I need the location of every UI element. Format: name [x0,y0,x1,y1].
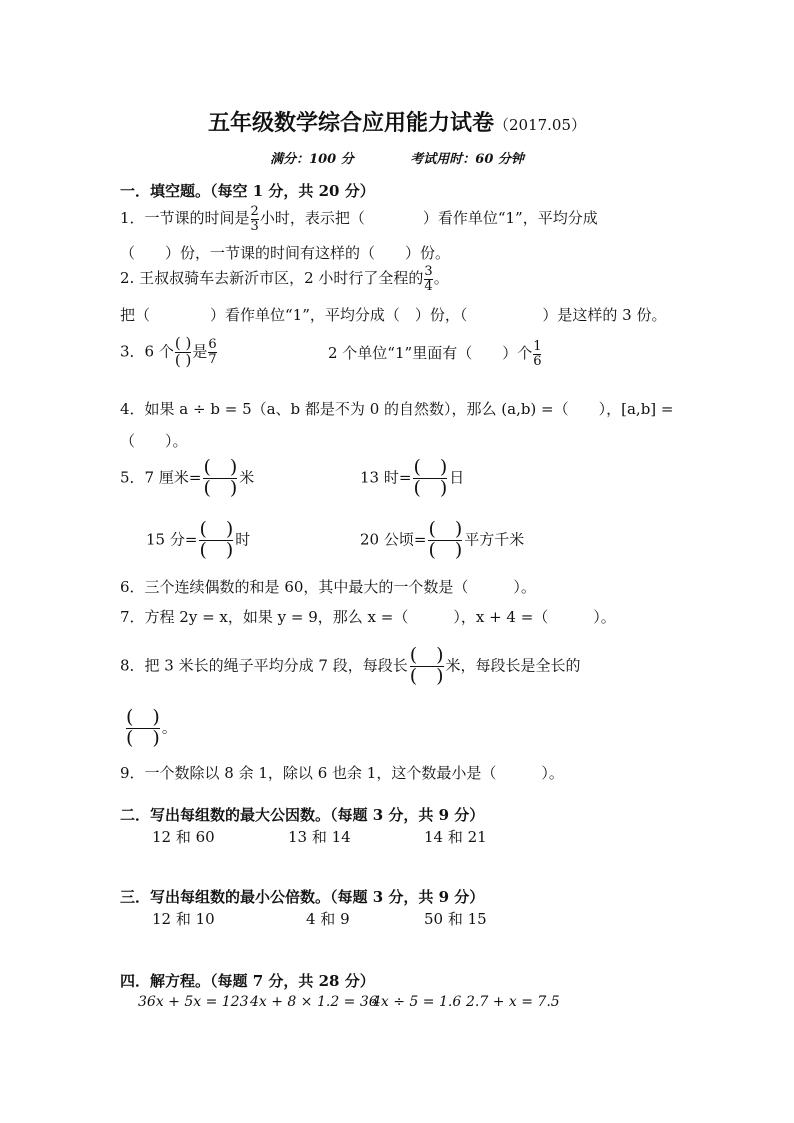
q5a-unit: 米 [239,468,255,487]
blank-num: ( ) [199,518,234,540]
page-title [0,106,794,137]
q5c-unit: 时 [235,530,251,549]
q3-frac2-num: 1 [533,339,542,354]
q3-frac-num: 6 [208,337,217,353]
blank-den: ( ) [203,476,238,499]
q5a-blank-fraction[interactable] [203,458,237,499]
question-8-line2 [124,708,177,749]
q3-blank-fraction[interactable] [175,336,191,369]
blank-num: ( ) [126,706,160,728]
lcm-item-2: 4 和 9 [306,910,350,928]
blank-num: ( ) [413,456,448,478]
section3-heading: 三．写出每组数的最小公倍数。（每题 3 分，共 9 分） [120,888,485,906]
q1-fraction [251,205,259,233]
blank-den: ( ) [199,538,234,561]
q3-frac-den: 7 [208,351,217,367]
blank-den: ( ) [126,726,160,749]
q5a-text: 5．7 厘米= [120,468,202,487]
equation-1: 36x + 5x = 123 [138,994,249,1010]
question-5c [146,520,250,561]
blank-num: ( ) [203,456,238,478]
question-5b [360,458,464,499]
blank-num: ( ) [409,644,444,666]
question-9: 9．一个数除以 8 余 1，除以 6 也余 1，这个数最小是（ ）。 [120,764,564,782]
q5d-blank-fraction[interactable] [428,520,462,561]
blank-den: ( ) [413,476,448,499]
q8-text-a: 8．把 3 米长的绳子平均分成 7 段，每段长 [120,656,408,675]
q1-text-b: 小时，表示把（ [259,209,365,228]
question-5d [360,520,524,561]
q5c-blank-fraction[interactable] [199,520,233,561]
question-5a [120,458,254,499]
q3-frac2-den: 6 [533,353,542,369]
gcd-item-3: 14 和 21 [424,828,487,846]
question-3-part2 [328,340,542,368]
q8-blank-fraction[interactable] [410,646,444,687]
q5c-text: 15 分= [146,530,198,549]
blank-den: ( ) [409,664,444,687]
q8-blank-fraction-2[interactable] [126,708,160,749]
question-7: 7．方程 2y = x，如果 y = 9，那么 x =（ ），x + 4 =（ ）。 [120,608,616,626]
lcm-item-3: 50 和 15 [424,910,487,928]
q8-text-b: 米，每段长是全长的 [445,656,581,675]
q1-frac-den: 3 [250,218,259,234]
q3-fraction [208,338,216,366]
q8-end: 。 [161,718,177,737]
q3-text-a: 3．6 个 [120,342,174,361]
time-limit: 考试用时：60 分钟 [410,152,524,167]
equation-3: 4x ÷ 5 = 1.6 [372,994,462,1010]
q3-text-b: 是 [192,342,208,361]
q5d-text: 20 公顷= [360,530,427,549]
question-8-line1 [120,646,581,687]
section4-heading: 四．解方程。（每题 7 分，共 28 分） [120,972,375,990]
full-marks: 满分：100 分 [270,152,354,167]
q2-frac-num: 3 [424,264,433,279]
question-3 [120,336,218,369]
question-1-line1 [120,205,598,233]
gcd-item-1: 12 和 60 [152,828,215,846]
section1-heading: 一．填空题。（每空 1 分，共 20 分） [120,182,375,200]
blank-den: ( ) [428,538,463,561]
question-4-line1: 4．如果 a ÷ b = 5（a、b 都是不为 0 的自然数），那么 (a,b) =（ ），[a,b] = [120,400,674,418]
question-2-line1 [120,265,449,293]
q5b-text: 13 时= [360,468,412,487]
q1-text-a: 1．一节课的时间是 [120,209,250,228]
q1-text-c: ）看作单位“1”，平均分成 [422,209,598,228]
q2-end: 。 [433,269,449,288]
equation-2: 4x + 8 × 1.2 = 36 [250,994,378,1010]
blank-num: ( ) [428,518,463,540]
q3-blank-den: ( ) [174,350,192,369]
lcm-item-1: 12 和 10 [152,910,215,928]
title-year: （2017.05） [493,116,587,134]
q1-frac-num: 2 [250,204,259,219]
q2-fraction [424,265,432,293]
exam-info [0,148,794,167]
section2-heading: 二．写出每组数的最大公因数。（每题 3 分，共 9 分） [120,806,485,824]
q2-frac-den: 4 [424,278,433,294]
q3-text-c: 2 个单位“1”里面有（ ）个 [328,344,533,363]
q3-fraction-2 [533,340,541,368]
question-4-line2: （ ）。 [120,432,188,450]
gcd-item-2: 13 和 14 [288,828,351,846]
q5b-blank-fraction[interactable] [413,458,447,499]
question-6: 6．三个连续偶数的和是 60，其中最大的一个数是（ ）。 [120,578,536,596]
equation-4: 2.7 + x = 7.5 [466,994,560,1010]
question-1-line2: （ ）份，一节课的时间有这样的（ ）份。 [120,244,451,262]
question-2-line2: 把（ ）看作单位“1”，平均分成（ ）份，（ ）是这样的 3 份。 [120,306,667,324]
q2-text: 2. 王叔叔骑车去新沂市区，2 小时行了全程的 [120,269,424,288]
q5b-unit: 日 [449,468,465,487]
title-text: 五年级数学综合应用能力试卷 [207,110,494,136]
q3-blank-num: ( ) [174,334,192,352]
q5d-unit: 平方千米 [464,530,525,549]
